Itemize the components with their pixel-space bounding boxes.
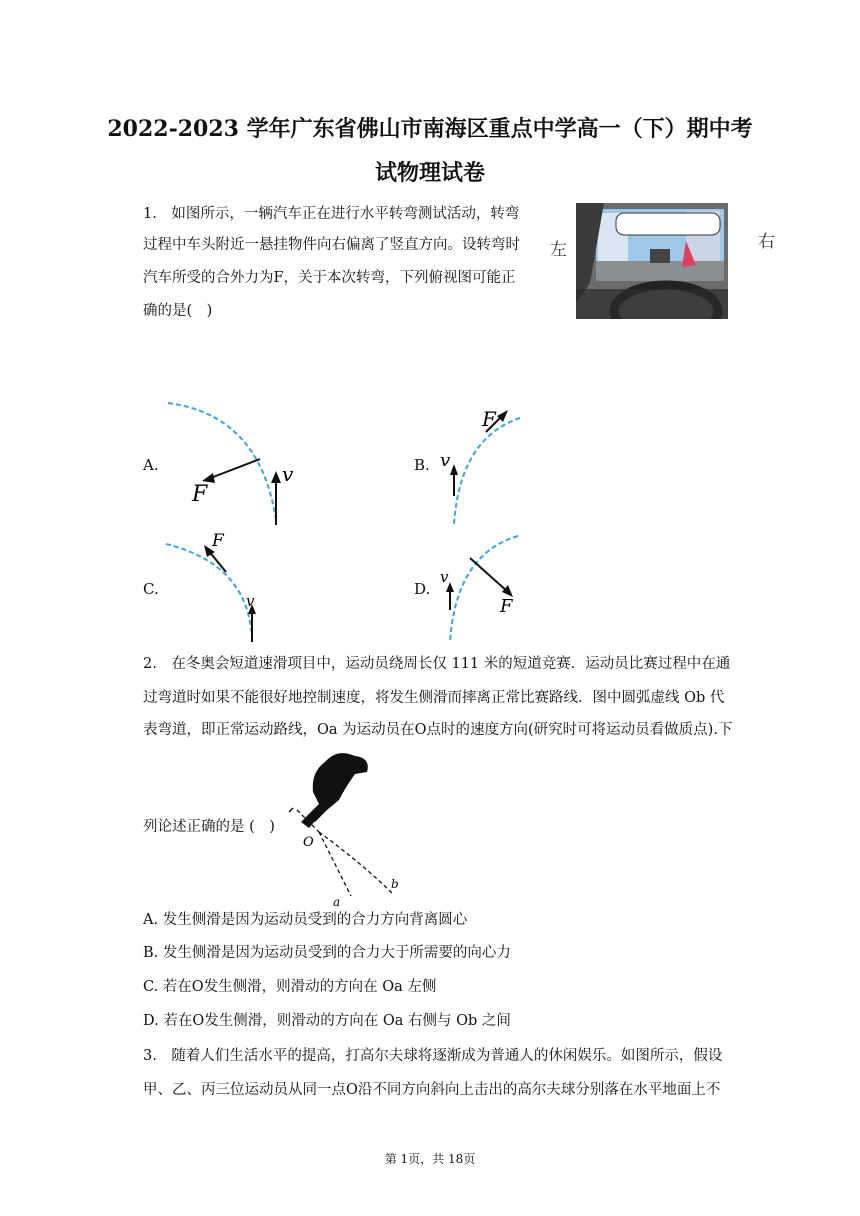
- photo-right-label: 右: [758, 232, 775, 252]
- q1-option-d-label: D.: [414, 580, 431, 598]
- q1-option-c-diagram: [160, 528, 270, 644]
- q1-line: 过程中车头附近一悬挂物件向右偏离了竖直方向。设转弯时: [143, 237, 520, 253]
- q1-option-c-label: C.: [143, 580, 159, 598]
- q1-line: 确的是( ): [143, 303, 213, 319]
- point-a-label: a: [333, 895, 341, 906]
- q1-line: 汽车所受的合外力为F，关于本次转弯，下列俯视图可能正: [143, 270, 516, 286]
- point-o-label: O: [303, 835, 314, 850]
- page-title-line2: 试物理试卷: [374, 160, 485, 186]
- q1-option-a-diagram: [160, 395, 310, 530]
- force-label: F: [482, 407, 496, 431]
- photo-left-label: 左: [550, 240, 567, 260]
- q1-option-b-label: B.: [414, 456, 430, 474]
- force-label: F: [500, 596, 513, 617]
- q2-line: 过弯道时如果不能很好地控制速度，将发生侧滑而摔离正常比赛路线．图中圆弧虚线 Ob 代: [143, 690, 725, 706]
- q1-line: 1. 如图所示，一辆汽车正在进行水平转弯测试活动，转弯: [143, 206, 520, 222]
- velocity-label: v: [440, 450, 451, 471]
- q2-line: 2. 在冬奥会短道速滑项目中，运动员绕周长仅 111 米的短道竞赛．运动员比赛过程中在通: [143, 656, 731, 672]
- q2-line: 表弯道，即正常运动路线，Oa 为运动员在O点时的速度方向(研究时可将运动员看做质点).下: [143, 722, 733, 738]
- q2-choice-c: C. 若在O发生侧滑，则滑动的方向在 Oa 左侧: [143, 979, 437, 995]
- velocity-label: v: [246, 592, 255, 610]
- q2-choice-a: A. 发生侧滑是因为运动员受到的合力方向背离圆心: [143, 912, 468, 928]
- page-footer: 第 1页，共 18页: [384, 1152, 476, 1166]
- page-title-line1: 2022-2023 学年广东省佛山市南海区重点中学高一（下）期中考: [107, 116, 753, 142]
- skater-diagram: [275, 748, 410, 906]
- q3-line: 3. 随着人们生活水平的提高，打高尔夫球将逐渐成为普通人的休闲娱乐。如图所示，假设: [143, 1048, 723, 1064]
- force-label: F: [192, 482, 208, 507]
- q1-option-a-label: A.: [143, 456, 159, 474]
- point-b-label: b: [391, 877, 399, 891]
- q3-line: 甲、乙、丙三位运动员从同一点O沿不同方向斜向上击出的高尔夫球分别落在水平地面上不: [143, 1082, 721, 1098]
- q1-option-d-diagram: [430, 530, 540, 644]
- q2-choice-b: B. 发生侧滑是因为运动员受到的合力大于所需要的向心力: [143, 945, 511, 961]
- velocity-label: v: [440, 568, 449, 586]
- q2-choice-d: D. 若在O发生侧滑，则滑动的方向在 Oa 右侧与 Ob 之间: [143, 1013, 511, 1029]
- q1-option-b-diagram: [430, 398, 530, 528]
- force-label: F: [212, 531, 224, 551]
- car-interior-photo: [546, 203, 786, 319]
- velocity-label: v: [282, 462, 294, 486]
- q2-line: 列论述正确的是 ( ): [143, 819, 275, 835]
